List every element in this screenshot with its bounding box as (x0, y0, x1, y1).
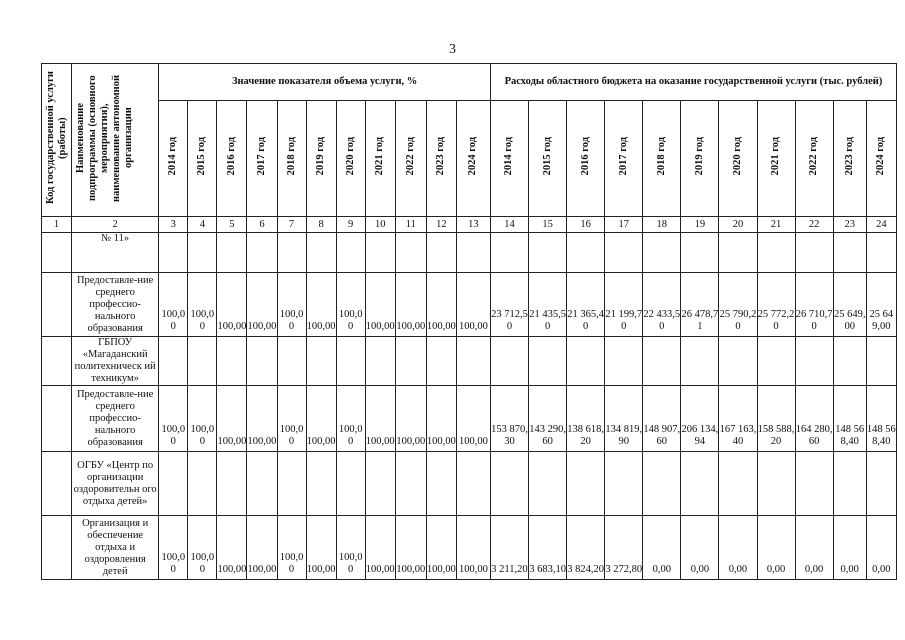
column-number: 23 (833, 217, 866, 233)
cell-volume (306, 233, 336, 273)
header-expense-year (795, 101, 833, 217)
header-volume-year (456, 101, 490, 217)
year-label: 2015 год (541, 137, 553, 176)
cell-expense: 23 712,50 (490, 273, 528, 337)
header-expense-year (833, 101, 866, 217)
cell-volume (456, 452, 490, 516)
cell-expense: 0,00 (795, 516, 833, 580)
cell-code (42, 386, 72, 452)
year-label: 2014 год (167, 137, 179, 176)
column-number: 16 (567, 217, 605, 233)
cell-volume: 100,00 (365, 386, 395, 452)
column-number: 2 (72, 217, 159, 233)
cell-code (42, 452, 72, 516)
cell-volume (277, 452, 306, 516)
cell-code (42, 273, 72, 337)
cell-volume (306, 337, 336, 386)
cell-expense (833, 337, 866, 386)
cell-expense: 25 649,00 (866, 273, 896, 337)
cell-volume: 100,00 (159, 386, 188, 452)
cell-expense: 0,00 (833, 516, 866, 580)
cell-volume (365, 337, 395, 386)
cell-expense (719, 233, 757, 273)
cell-volume (395, 452, 426, 516)
cell-name: Предоставле-ние среднего профессио-нального образования (72, 273, 159, 337)
year-label: 2016 год (579, 137, 591, 176)
column-number: 7 (277, 217, 306, 233)
cell-expense (529, 233, 567, 273)
header-expense-year (866, 101, 896, 217)
year-label: 2021 год (374, 137, 386, 176)
header-expense-year (757, 101, 795, 217)
year-label: 2024 год (467, 137, 479, 176)
cell-expense (643, 337, 681, 386)
cell-expense: 206 134,94 (681, 386, 719, 452)
cell-expense (795, 233, 833, 273)
header-volume-year (395, 101, 426, 217)
cell-volume: 100,00 (426, 516, 456, 580)
column-number: 21 (757, 217, 795, 233)
header-name: Наименование подпрограммы (основного мероприятия), наименование автономной организации (72, 64, 159, 217)
cell-volume: 100,00 (395, 516, 426, 580)
column-number: 24 (866, 217, 896, 233)
year-label: 2022 год (404, 137, 416, 176)
year-label: 2021 год (770, 137, 782, 176)
table-row (42, 337, 897, 386)
cell-expense: 21 199,70 (605, 273, 643, 337)
cell-expense: 25 649,00 (833, 273, 866, 337)
cell-expense: 164 280,60 (795, 386, 833, 452)
cell-expense (866, 452, 896, 516)
year-label: 2022 год (808, 137, 820, 176)
cell-expense (866, 337, 896, 386)
cell-expense: 22 433,50 (643, 273, 681, 337)
cell-expense (757, 337, 795, 386)
cell-volume: 100,00 (426, 273, 456, 337)
cell-volume: 100,00 (456, 386, 490, 452)
cell-expense (833, 452, 866, 516)
column-number: 20 (719, 217, 757, 233)
cell-volume: 100,00 (395, 273, 426, 337)
header-expense-year (719, 101, 757, 217)
header-volume-year (277, 101, 306, 217)
year-label: 2014 год (503, 137, 515, 176)
cell-volume (217, 452, 247, 516)
cell-name: Предоставле-ние среднего профессио-нального образования (72, 386, 159, 452)
year-label: 2018 год (655, 137, 667, 176)
cell-expense (605, 452, 643, 516)
cell-expense: 134 819,90 (605, 386, 643, 452)
cell-expense (529, 337, 567, 386)
cell-expense: 0,00 (681, 516, 719, 580)
cell-volume (217, 337, 247, 386)
cell-volume: 100,00 (159, 516, 188, 580)
cell-expense: 153 870,30 (490, 386, 528, 452)
cell-expense (719, 452, 757, 516)
header-volume-year (247, 101, 277, 217)
cell-expense (866, 233, 896, 273)
cell-volume (395, 233, 426, 273)
cell-expense (490, 337, 528, 386)
cell-volume: 100,00 (336, 516, 365, 580)
cell-volume: 100,00 (306, 516, 336, 580)
column-number: 10 (365, 217, 395, 233)
cell-volume: 100,00 (188, 516, 217, 580)
header-volume-year (188, 101, 217, 217)
year-label: 2019 год (315, 137, 327, 176)
cell-expense (567, 233, 605, 273)
header-expense-year (643, 101, 681, 217)
year-label: 2023 год (843, 137, 855, 176)
cell-volume: 100,00 (365, 516, 395, 580)
page-number: 3 (449, 42, 456, 57)
cell-volume (159, 233, 188, 273)
column-number: 9 (336, 217, 365, 233)
header-expense-year (529, 101, 567, 217)
cell-volume (277, 233, 306, 273)
cell-expense: 26 710,70 (795, 273, 833, 337)
column-number: 12 (426, 217, 456, 233)
header-expense-year (605, 101, 643, 217)
header-volume-group: Значение показателя объема услуги, % (159, 64, 491, 101)
header-volume-year (426, 101, 456, 217)
cell-expense (567, 337, 605, 386)
column-number: 22 (795, 217, 833, 233)
cell-volume: 100,00 (247, 516, 277, 580)
cell-volume (247, 452, 277, 516)
table-row (42, 233, 897, 273)
cell-expense: 158 588,20 (757, 386, 795, 452)
year-label: 2020 год (344, 137, 356, 176)
cell-name: ГБПОУ «Магаданский политехническ ий техникум» (72, 337, 159, 386)
cell-expense: 3 211,20 (490, 516, 528, 580)
cell-expense (643, 233, 681, 273)
year-label: 2023 год (435, 137, 447, 176)
cell-expense: 3 683,10 (529, 516, 567, 580)
cell-expense (757, 452, 795, 516)
cell-name: № 11» (72, 233, 159, 273)
cell-volume: 100,00 (336, 273, 365, 337)
header-expense-group: Расходы областного бюджета на оказание государственной услуги (тыс. рублей) (490, 64, 896, 101)
cell-volume (217, 233, 247, 273)
cell-name: ОГБУ «Центр по организации оздоровительн ого отдыха детей» (72, 452, 159, 516)
cell-volume (159, 337, 188, 386)
cell-volume (336, 233, 365, 273)
header-code: Код государственной услуги (работы) (42, 64, 72, 217)
column-number: 4 (188, 217, 217, 233)
cell-volume: 100,00 (159, 273, 188, 337)
header-volume-year (336, 101, 365, 217)
cell-volume (336, 452, 365, 516)
year-label: 2015 год (196, 137, 208, 176)
cell-volume: 100,00 (456, 273, 490, 337)
cell-expense (529, 452, 567, 516)
cell-expense: 167 163,40 (719, 386, 757, 452)
cell-volume: 100,00 (395, 386, 426, 452)
cell-expense (795, 452, 833, 516)
cell-volume: 100,00 (188, 386, 217, 452)
column-number: 19 (681, 217, 719, 233)
cell-volume: 100,00 (426, 386, 456, 452)
cell-volume (365, 233, 395, 273)
cell-expense: 25 772,20 (757, 273, 795, 337)
header-expense-year (681, 101, 719, 217)
cell-volume: 100,00 (247, 273, 277, 337)
header-volume-year (306, 101, 336, 217)
cell-expense (567, 452, 605, 516)
cell-expense (833, 233, 866, 273)
cell-expense (795, 337, 833, 386)
cell-expense: 21 435,50 (529, 273, 567, 337)
year-label: 2019 год (693, 137, 705, 176)
cell-volume: 100,00 (277, 273, 306, 337)
year-label: 2020 год (731, 137, 743, 176)
table-row (42, 273, 897, 337)
cell-code (42, 337, 72, 386)
column-number: 13 (456, 217, 490, 233)
cell-volume (277, 337, 306, 386)
cell-volume (188, 233, 217, 273)
cell-expense (605, 337, 643, 386)
cell-expense (643, 452, 681, 516)
header-volume-year (365, 101, 395, 217)
cell-volume: 100,00 (365, 273, 395, 337)
cell-volume: 100,00 (217, 516, 247, 580)
cell-volume (365, 452, 395, 516)
cell-code (42, 516, 72, 580)
header-volume-year (159, 101, 188, 217)
cell-volume (188, 452, 217, 516)
services-table (41, 63, 897, 580)
cell-expense: 21 365,40 (567, 273, 605, 337)
year-label: 2016 год (225, 137, 237, 176)
cell-volume: 100,00 (306, 273, 336, 337)
column-number: 15 (529, 217, 567, 233)
cell-expense: 25 790,20 (719, 273, 757, 337)
cell-expense: 148 568,40 (833, 386, 866, 452)
header-expense-year (567, 101, 605, 217)
column-number: 6 (247, 217, 277, 233)
cell-volume: 100,00 (217, 273, 247, 337)
column-number: 1 (42, 217, 72, 233)
year-label: 2017 год (617, 137, 629, 176)
cell-volume (456, 233, 490, 273)
year-label: 2018 год (285, 137, 297, 176)
cell-volume (456, 337, 490, 386)
cell-expense: 3 272,80 (605, 516, 643, 580)
cell-expense: 26 478,71 (681, 273, 719, 337)
cell-expense: 0,00 (757, 516, 795, 580)
cell-volume: 100,00 (277, 386, 306, 452)
cell-volume (395, 337, 426, 386)
cell-code (42, 233, 72, 273)
cell-volume: 100,00 (306, 386, 336, 452)
column-number: 11 (395, 217, 426, 233)
cell-volume (426, 233, 456, 273)
cell-expense (490, 452, 528, 516)
cell-expense (757, 233, 795, 273)
cell-volume: 100,00 (247, 386, 277, 452)
cell-name: Организация и обеспечение отдыха и оздоровления детей (72, 516, 159, 580)
cell-volume (306, 452, 336, 516)
cell-expense: 148 907,60 (643, 386, 681, 452)
column-number: 14 (490, 217, 528, 233)
column-number: 3 (159, 217, 188, 233)
column-number: 5 (217, 217, 247, 233)
table-row (42, 452, 897, 516)
cell-volume: 100,00 (188, 273, 217, 337)
cell-expense: 3 824,20 (567, 516, 605, 580)
cell-expense (719, 337, 757, 386)
column-number: 8 (306, 217, 336, 233)
year-label: 2017 год (255, 137, 267, 176)
cell-expense (605, 233, 643, 273)
cell-volume (247, 233, 277, 273)
cell-expense: 0,00 (719, 516, 757, 580)
column-number: 18 (643, 217, 681, 233)
cell-expense (681, 452, 719, 516)
cell-expense: 143 290,60 (529, 386, 567, 452)
table-row (42, 516, 897, 580)
cell-volume: 100,00 (277, 516, 306, 580)
header-expense-year (490, 101, 528, 217)
table-row (42, 386, 897, 452)
year-label: 2024 год (875, 137, 887, 176)
cell-expense (490, 233, 528, 273)
cell-volume (336, 337, 365, 386)
cell-volume (247, 337, 277, 386)
cell-volume (426, 337, 456, 386)
cell-expense: 0,00 (866, 516, 896, 580)
cell-volume: 100,00 (336, 386, 365, 452)
column-number: 17 (605, 217, 643, 233)
cell-expense: 0,00 (643, 516, 681, 580)
cell-volume: 100,00 (217, 386, 247, 452)
cell-volume: 100,00 (456, 516, 490, 580)
cell-volume (159, 452, 188, 516)
cell-volume (188, 337, 217, 386)
cell-volume (426, 452, 456, 516)
cell-expense: 148 568,40 (866, 386, 896, 452)
cell-expense (681, 233, 719, 273)
cell-expense: 138 618,20 (567, 386, 605, 452)
header-volume-year (217, 101, 247, 217)
cell-expense (681, 337, 719, 386)
